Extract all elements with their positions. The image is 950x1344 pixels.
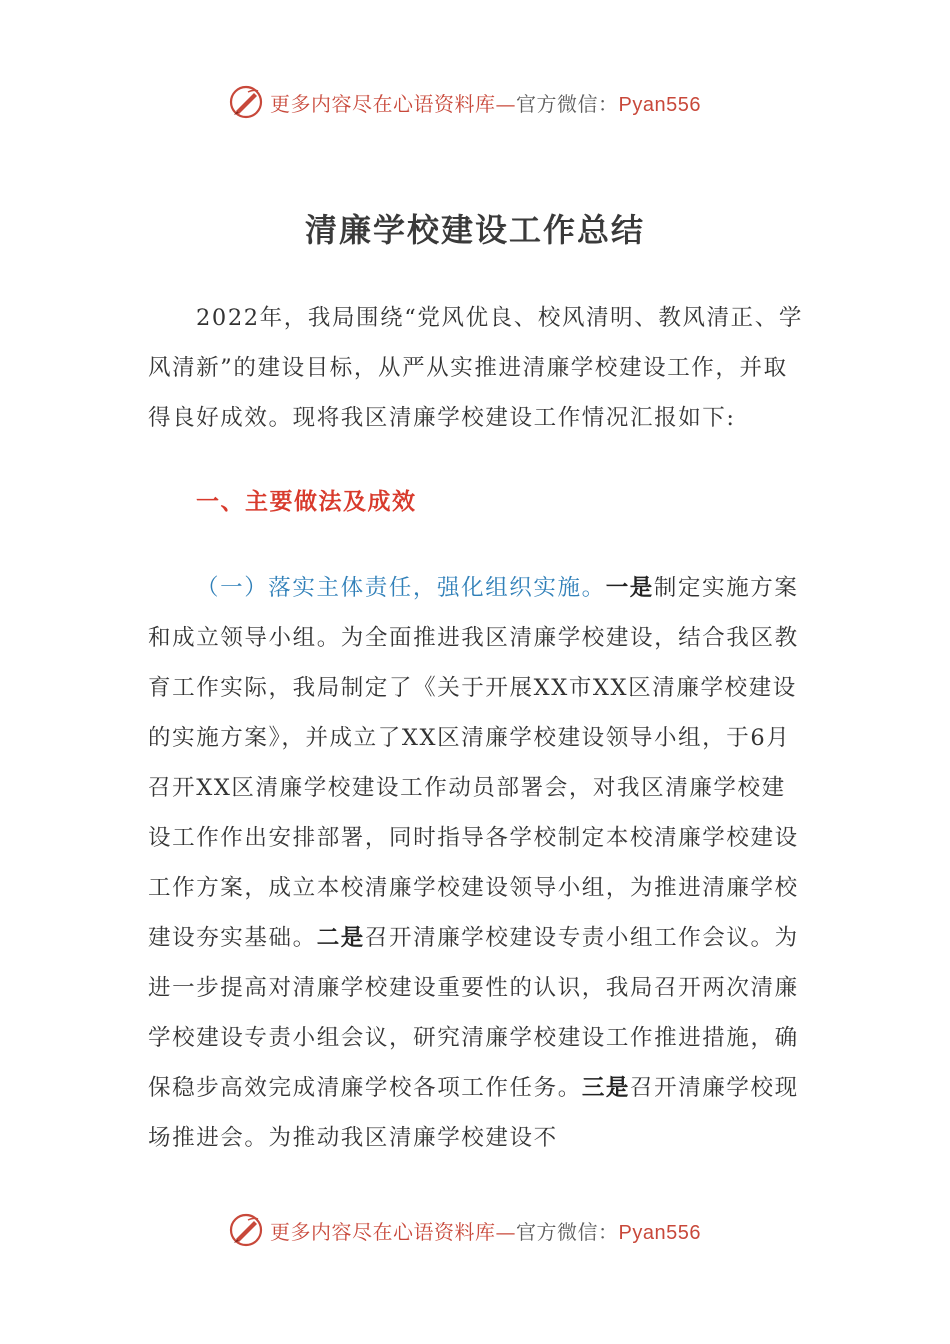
banner-text: 更多内容尽在心语资料库—官方微信：Pyan556: [270, 1219, 701, 1244]
quill-logo-icon: [228, 84, 264, 120]
section-heading: 一、主要做法及成效: [196, 489, 417, 515]
point-label: 二是: [316, 925, 365, 951]
quill-logo-icon: [228, 1212, 264, 1248]
point-text: 召开清廉学校现场推进会。为推动我区清廉学校建设不: [148, 1075, 799, 1151]
footer-banner: [0, 1210, 950, 1250]
point-text: 制定实施方案和成立领导小组。为全面推进我区清廉学校建设，结合我区教育工作实际，我局制定了《关于开展XX市XX区清廉学校建设的实施方案》，并成立了XX区清廉学校建设领导小组，于6月召开XX区清廉学校建设工作动员部署会，对我区清廉学校建设工作作出安排部署，同时指导各学校制定本校清廉学校建设工作方案，成立本校清廉学校建设领导小组，为推进清廉学校建设夯实基础。: [148, 575, 799, 951]
subsection-heading: （一）落实主体责任，强化组织实施。: [196, 575, 606, 601]
point-label: 一是: [605, 575, 654, 601]
intro-text: 2022年，我局围绕“党风优良、校风清明、教风清正、学风清新”的建设目标，从严从实推进清廉学校建设工作，并取得良好成效。现将我区清廉学校建设工作情况汇报如下:: [148, 305, 803, 431]
banner-text: 更多内容尽在心语资料库—官方微信：Pyan556: [270, 91, 701, 116]
intro-paragraph: [148, 293, 808, 443]
point-label: 三是: [581, 1075, 631, 1101]
header-banner: [0, 82, 950, 122]
document-title: 清廉学校建设工作总结: [304, 211, 645, 249]
point-text: 召开清廉学校建设专责小组工作会议。为进一步提高对清廉学校建设重要性的认识，我局召开两次清廉学校建设专责小组会议，研究清廉学校建设工作推进措施，确保稳步高效完成清廉学校各项工作任务。: [148, 925, 799, 1101]
body-paragraph: [148, 563, 808, 1163]
